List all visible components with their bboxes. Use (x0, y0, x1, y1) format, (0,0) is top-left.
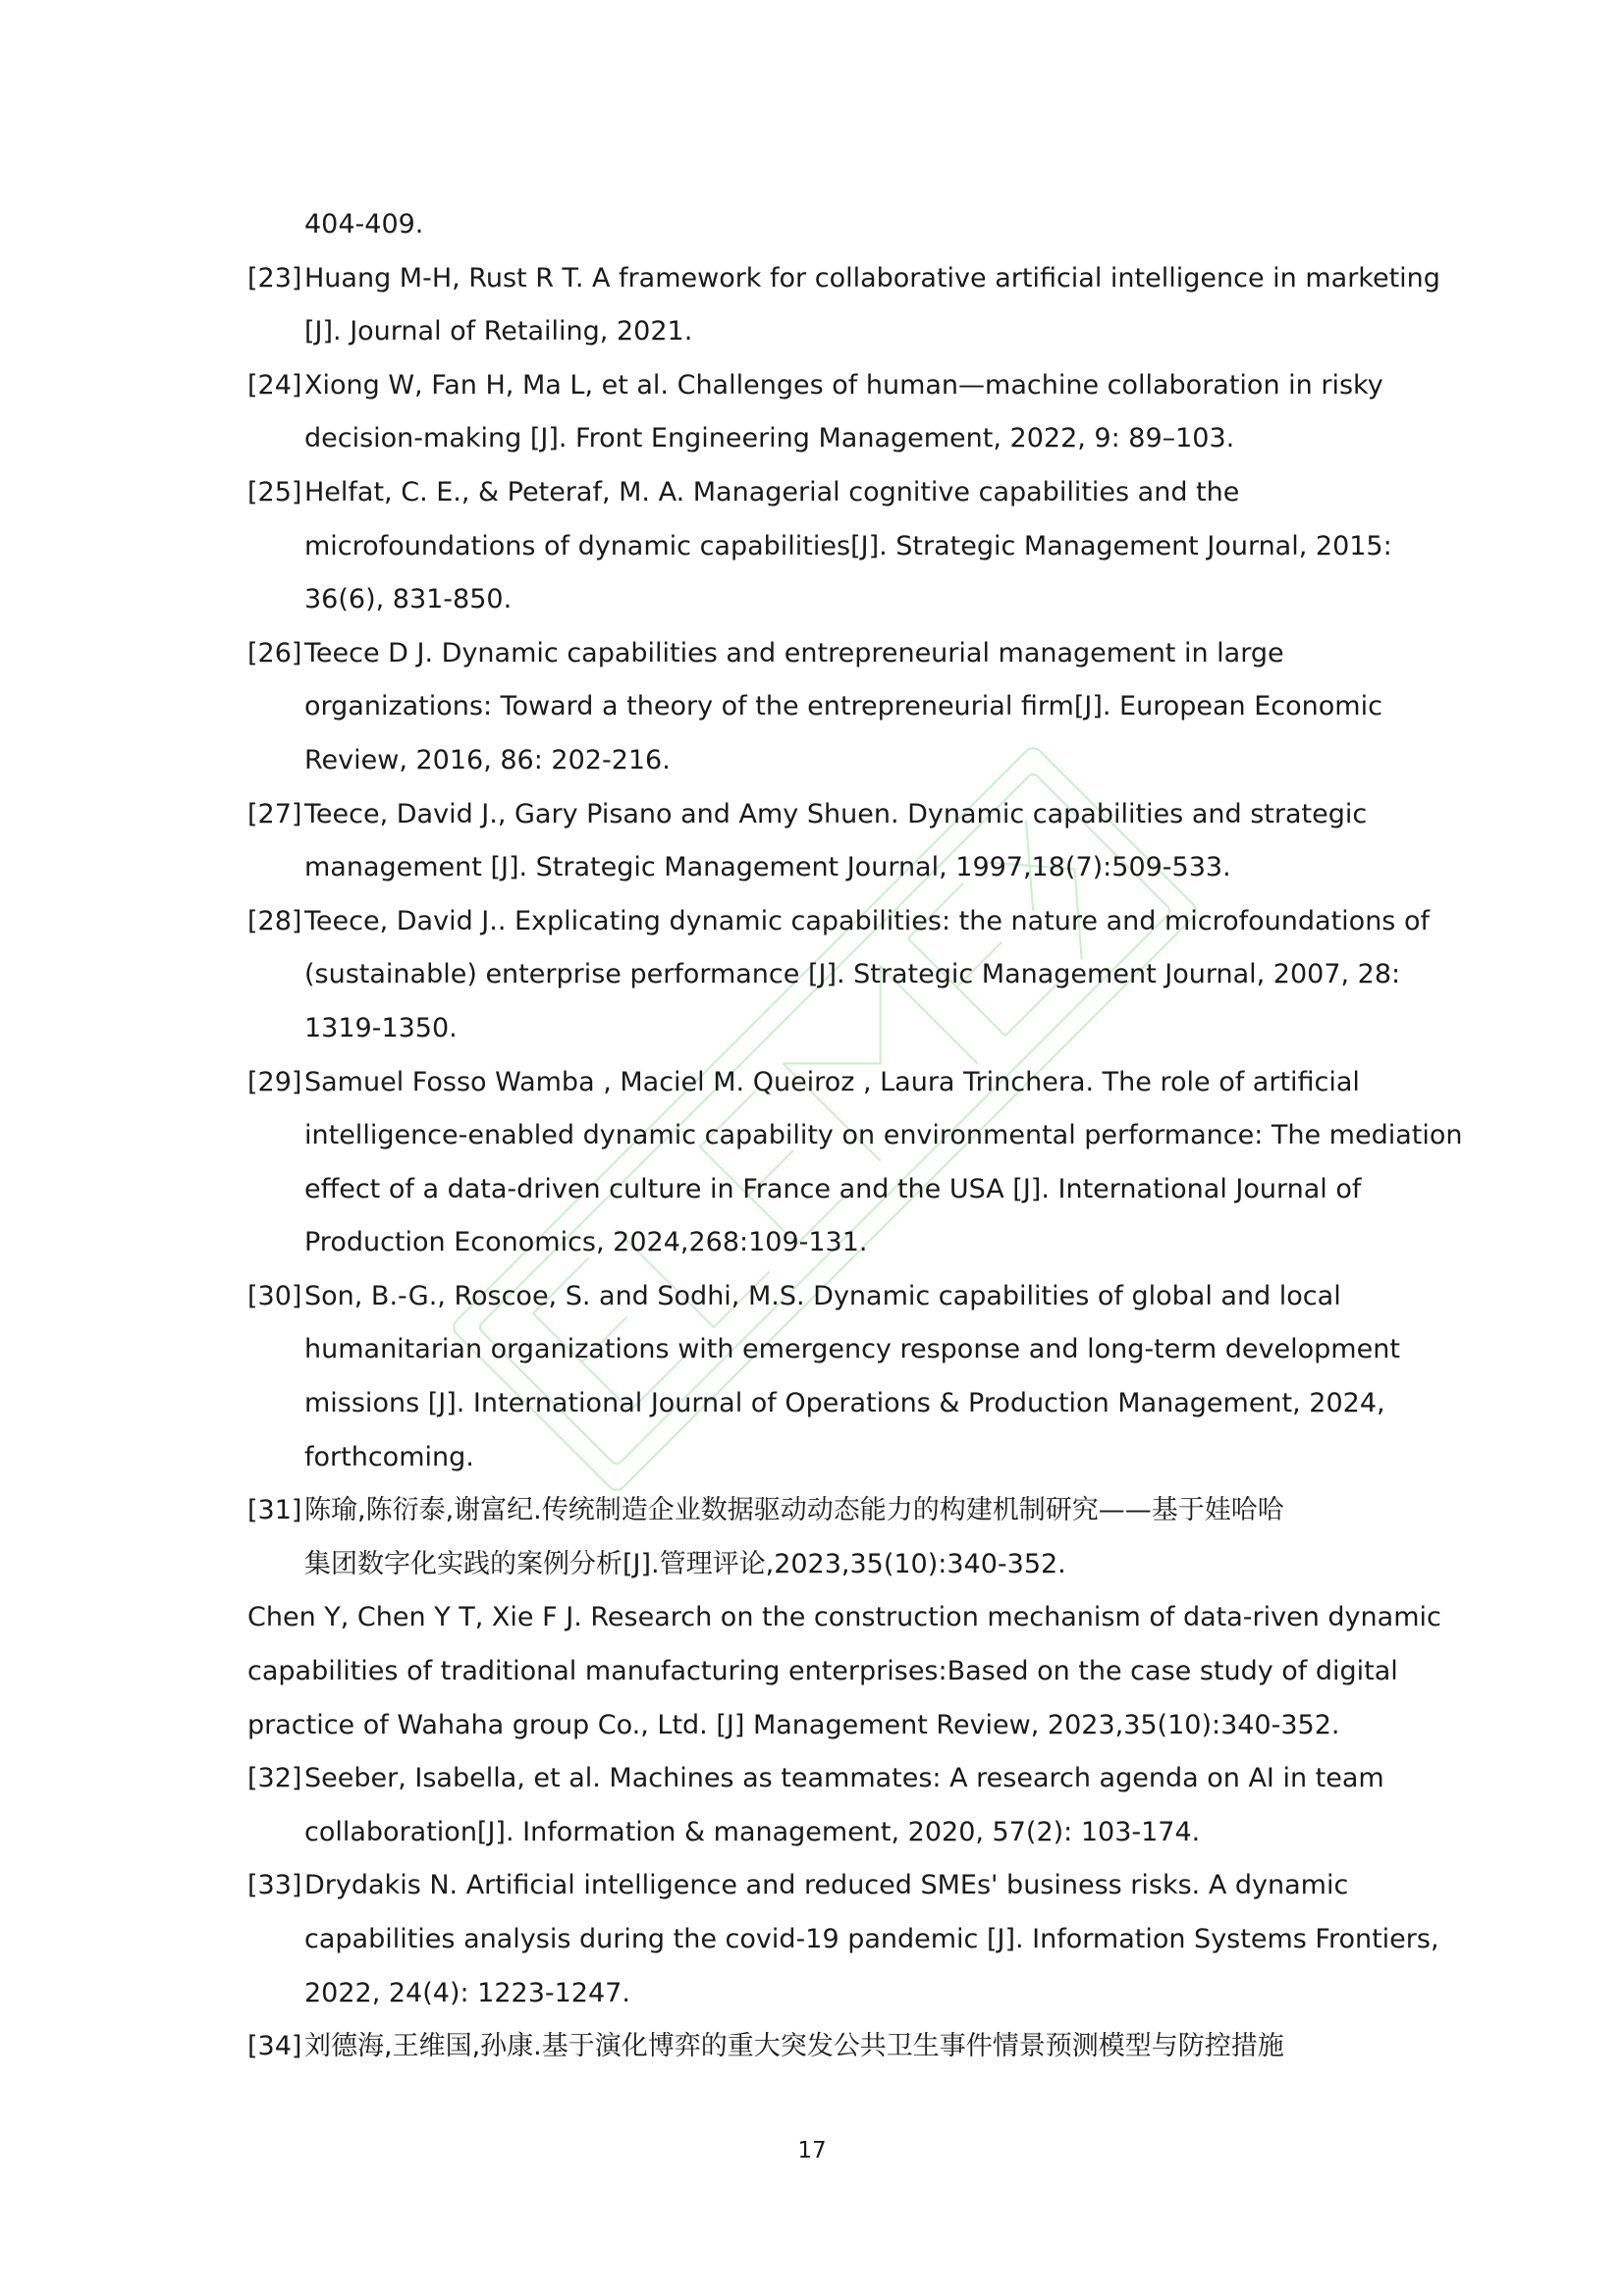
reference-first-line (247, 252, 1440, 306)
reference-list (247, 198, 1463, 2074)
reference-entry (247, 1752, 1386, 1859)
reference-line: Production Economics, 2024,268:109-131. (304, 1227, 868, 1258)
reference-line: collaboration[J]. Information & management, 2020, 57(2): 103-174. (304, 1816, 1201, 1847)
reference-line: forthcoming. (304, 1441, 474, 1472)
reference-number: [25] (247, 476, 302, 507)
reference-first-line (247, 627, 1386, 681)
reference-text: Teece D J. Dynamic capabilities and entrepreneurial management in large (304, 637, 1284, 668)
reference-number: [29] (247, 1066, 302, 1097)
reference-number: [23] (247, 262, 302, 294)
reference-number: [30] (247, 1280, 302, 1311)
reference-number: [31] (247, 1495, 302, 1526)
reference-line: (sustainable) enterprise performance [J]. Strategic Management Journal, 2007, 28: (304, 959, 1401, 990)
reference-text: 陈瑜,陈衍泰,谢富纪.传统制造企业数据驱动动态能力的构建机制研究——基于娃哈哈 (304, 1495, 1284, 1526)
reference-text: Son, B.-G., Roscoe, S. and Sodhi, M.S. Dynamic capabilities of global and local (304, 1280, 1341, 1311)
reference-number: [24] (247, 369, 302, 400)
reference-entry (247, 198, 1386, 252)
reference-line: 2022, 24(4): 1223-1247. (304, 1977, 630, 2008)
reference-line: practice of Wahaha group Co., Ltd. [J] Management Review, 2023,35(10):340-352. (247, 1709, 1340, 1740)
reference-entry (247, 1056, 1463, 1270)
reference-first-line (247, 2020, 1386, 2074)
reference-text: Seeber, Isabella, et al. Machines as teammates: A research agenda on AI in team (304, 1763, 1384, 1794)
reference-line: [J]. Journal of Retailing, 2021. (304, 316, 693, 347)
reference-line: microfoundations of dynamic capabilities[J]. Strategic Management Journal, 2015: (304, 530, 1392, 561)
reference-translation (247, 1591, 1441, 1752)
reference-entry (247, 252, 1440, 359)
reference-entry (247, 788, 1386, 895)
page-number: 17 (797, 2138, 827, 2163)
reference-number: [32] (247, 1763, 302, 1794)
reference-number: [28] (247, 905, 302, 936)
reference-line: humanitarian organizations with emergency response and long-term development (304, 1334, 1400, 1365)
reference-first-line (247, 1752, 1386, 1806)
reference-text: Teece, David J., Gary Pisano and Amy Shuen. Dynamic capabilities and strategic (304, 798, 1368, 829)
reference-number: [27] (247, 798, 302, 829)
reference-entry (247, 895, 1430, 1056)
reference-line: 404-409. (304, 209, 424, 240)
reference-first-line (247, 466, 1386, 520)
reference-text: Helfat, C. E., & Peteraf, M. A. Managerial cognitive capabilities and the (304, 476, 1240, 507)
reference-entry (247, 1270, 1400, 1484)
reference-entry (247, 359, 1386, 466)
reference-line: 集团数字化实践的案例分析[J].管理评论,2023,35(10):340-352. (304, 1548, 1066, 1579)
reference-text: 刘德海,王维国,孙康.基于演化博弈的重大突发公共卫生事件情景预测模型与防控措施 (304, 2031, 1284, 2062)
reference-line: 36(6), 831-850. (304, 584, 513, 615)
reference-first-line (247, 359, 1386, 413)
reference-line: management [J]. Strategic Management Journal, 1997,18(7):509-533. (304, 852, 1231, 883)
reference-text: Xiong W, Fan H, Ma L, et al. Challenges of human—machine collaboration in risky (304, 369, 1383, 400)
reference-line: Chen Y, Chen Y T, Xie F J. Research on the construction mechanism of data-riven dynamic (247, 1602, 1441, 1633)
reference-first-line (247, 1270, 1386, 1324)
reference-first-line (247, 1859, 1386, 1913)
reference-entry (247, 1484, 1386, 1591)
reference-text: Drydakis N. Artificial intelligence and reduced SMEs' business risks. A dynamic (304, 1870, 1349, 1901)
reference-line: Review, 2016, 86: 202-216. (304, 744, 671, 775)
reference-line: 1319-1350. (304, 1012, 458, 1043)
reference-line: organizations: Toward a theory of the entrepreneurial firm[J]. European Economic (304, 691, 1382, 722)
reference-line: capabilities analysis during the covid-19 pandemic [J]. Information Systems Frontiers, (304, 1924, 1439, 1954)
reference-number: [26] (247, 637, 302, 668)
reference-text: Samuel Fosso Wamba , Maciel M. Queiroz , Laura Trinchera. The role of artificial (304, 1066, 1360, 1097)
reference-first-line (247, 1056, 1386, 1110)
reference-first-line (247, 895, 1430, 949)
reference-number: [34] (247, 2031, 302, 2062)
reference-entry (247, 466, 1392, 627)
reference-line: decision-making [J]. Front Engineering Management, 2022, 9: 89–103. (304, 423, 1235, 454)
reference-text: Huang M-H, Rust R T. A framework for collaborative artificial intelligence in marketing (304, 262, 1440, 294)
reference-line: missions [J]. International Journal of Operations & Production Management, 2024, (304, 1388, 1385, 1419)
reference-first-line (247, 788, 1386, 842)
reference-entry (247, 1859, 1439, 2020)
reference-line: intelligence-enabled dynamic capability on environmental performance: The mediation (304, 1120, 1463, 1151)
reference-first-line (247, 1484, 1386, 1538)
reference-number: [33] (247, 1870, 302, 1901)
reference-line: capabilities of traditional manufacturing enterprises:Based on the case study of digital (247, 1656, 1398, 1687)
reference-entry (247, 2020, 1386, 2074)
reference-text: Teece, David J.. Explicating dynamic capabilities: the nature and microfoundations of (304, 905, 1430, 936)
reference-line: effect of a data-driven culture in France and the USA [J]. International Journal of (304, 1173, 1362, 1204)
reference-entry (247, 627, 1386, 788)
